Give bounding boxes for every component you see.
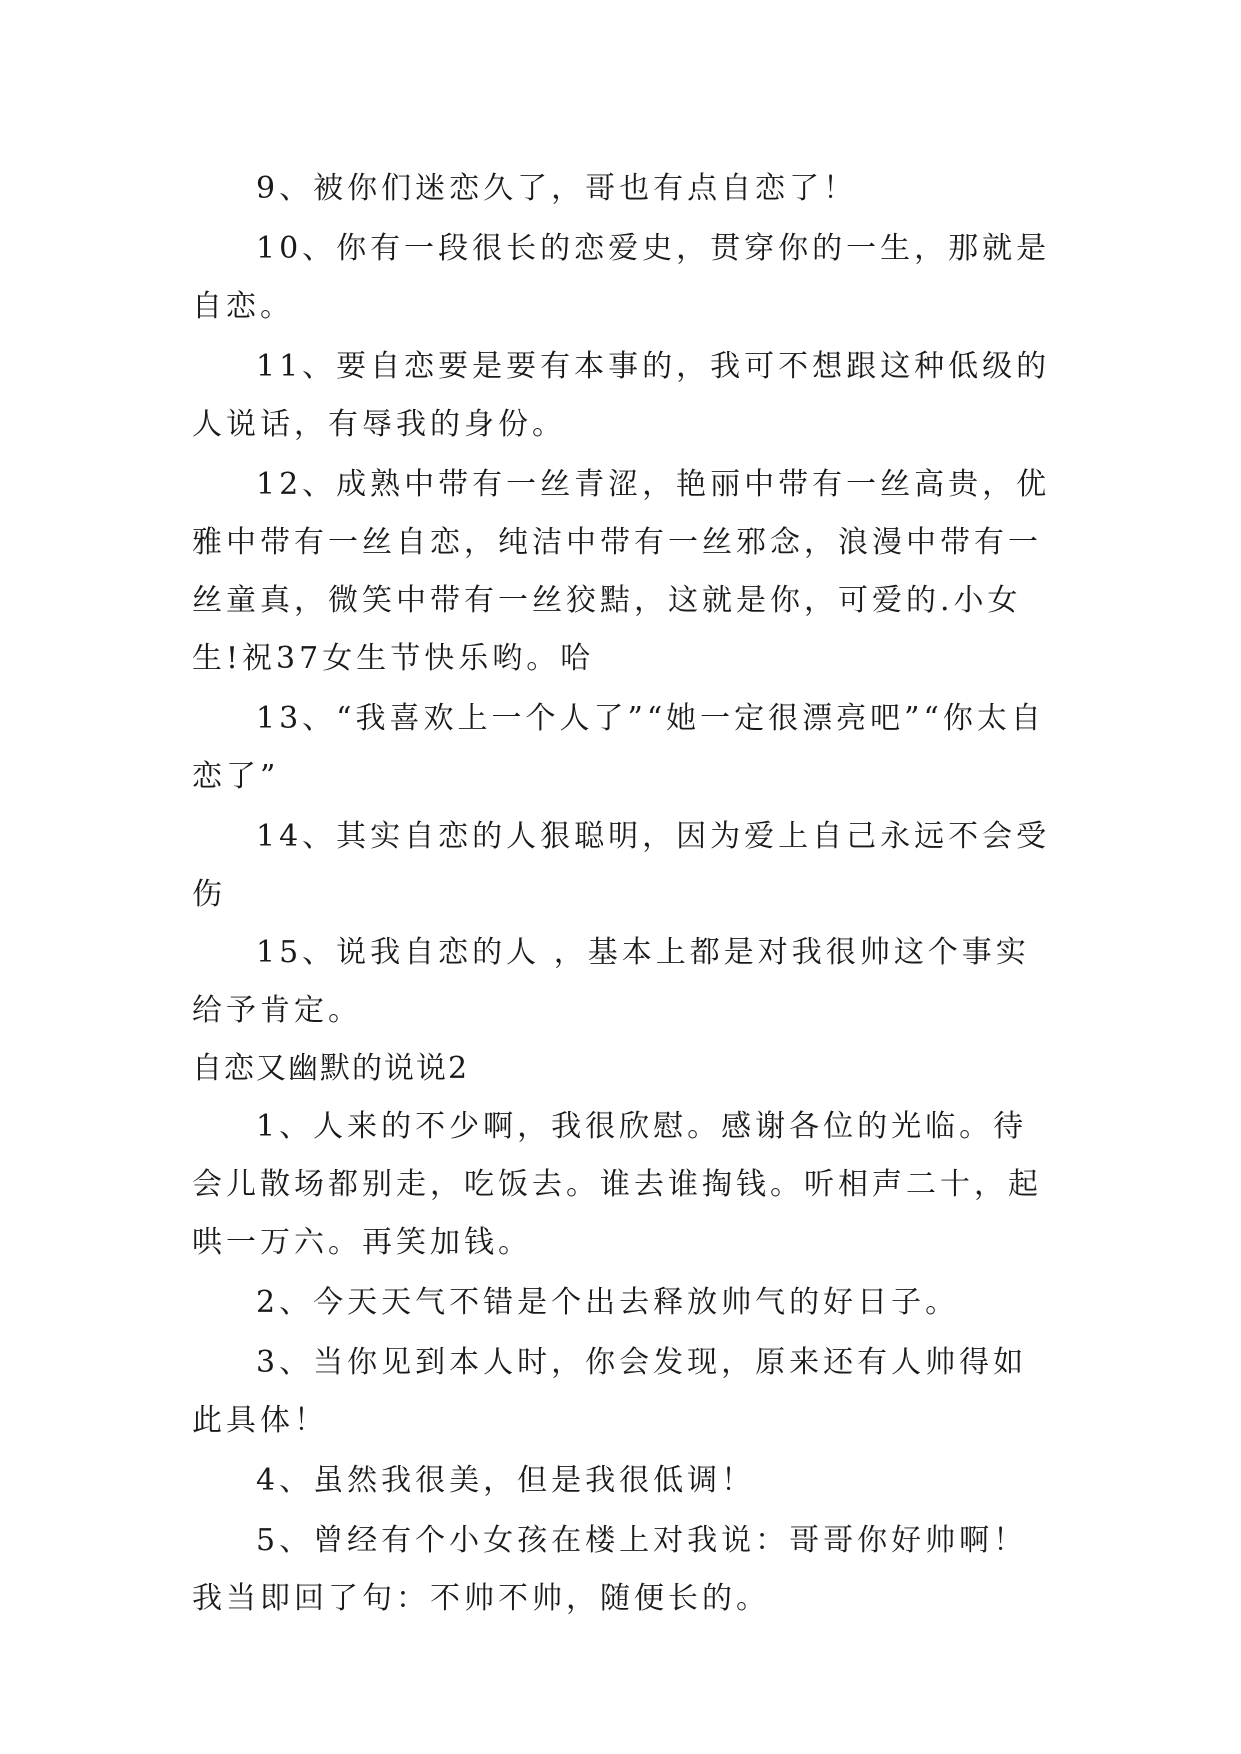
paragraph-item-14: 14、其实自恋的人狠聪明，因为爱上自己永远不会受伤 bbox=[192, 819, 1051, 912]
paragraph-item-11: 11、要自恋要是要有本事的，我可不想跟这种低级的人说话，有辱我的身份。 bbox=[192, 349, 1051, 442]
section-heading: 自恋又幽默的说说2 bbox=[192, 1051, 470, 1086]
paragraph-item-12: 12、成熟中带有一丝青涩，艳丽中带有一丝高贵，优雅中带有一丝自恋，纯洁中带有一丝邪念，浪漫中带有一丝童真，微笑中带有一丝狡黠，这就是你，可爱的.小女生!祝37女生节快乐哟。哈 bbox=[192, 467, 1051, 676]
paragraph-item-13: 13、“我喜欢上一个人了”“她一定很漂亮吧”“你太自恋了” bbox=[192, 701, 1045, 794]
paragraph-item-15: 15、说我自恋的人 ，基本上都是对我很帅这个事实给予肯定。 bbox=[192, 935, 1030, 1028]
paragraph-item-4: 4、虽然我很美，但是我很低调！ bbox=[256, 1463, 756, 1498]
paragraph-item-5: 5、曾经有个小女孩在楼上对我说：哥哥你好帅啊！我当即回了句：不帅不帅，随便长的。 bbox=[192, 1523, 1028, 1616]
paragraph-item-3: 3、当你见到本人时，你会发现，原来还有人帅得如此具体！ bbox=[192, 1345, 1028, 1438]
document-body bbox=[192, 160, 1052, 1628]
paragraph-item-9: 9、被你们迷恋久了，哥也有点自恋了！ bbox=[256, 171, 858, 206]
paragraph-item-10: 10、你有一段很长的恋爱史，贯穿你的一生，那就是自恋。 bbox=[192, 231, 1051, 324]
paragraph-item-1: 1、人来的不少啊，我很欣慰。感谢各位的光临。待会儿散场都别走，吃饭去。谁去谁掏钱。听相声二十，起哄一万六。再笑加钱。 bbox=[192, 1109, 1042, 1260]
paragraph-item-2: 2、今天天气不错是个出去释放帅气的好日子。 bbox=[256, 1285, 960, 1320]
